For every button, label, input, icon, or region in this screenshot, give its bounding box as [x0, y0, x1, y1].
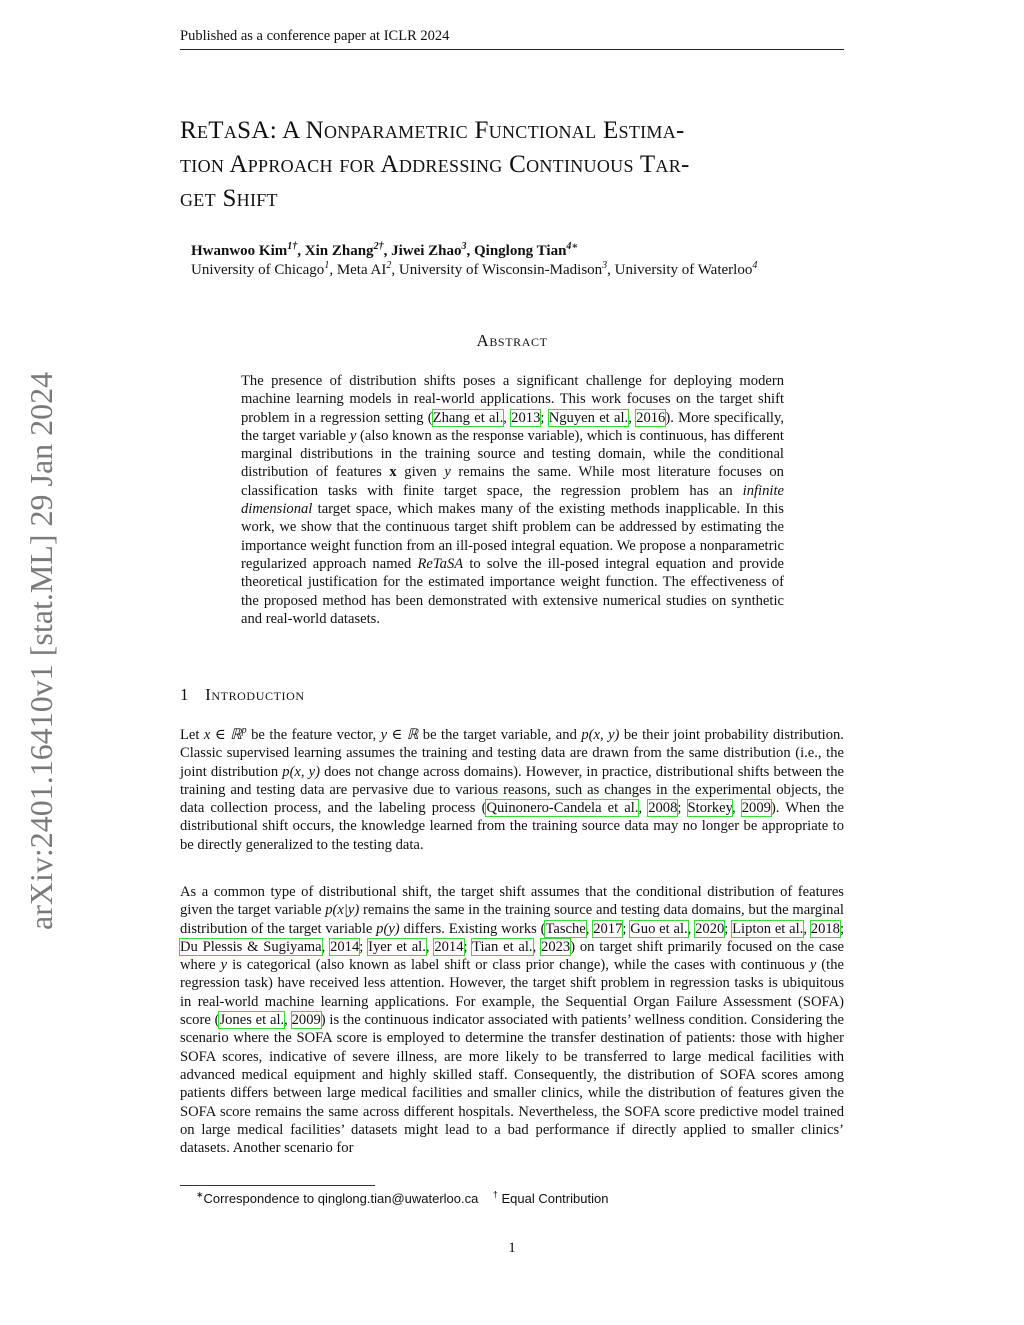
affiliation: University of Wisconsin-Madison [398, 262, 603, 278]
citation-link[interactable]: 2020 [695, 920, 725, 937]
citation-link[interactable]: Storkey [687, 800, 732, 817]
intro-paragraph: Let x ∈ ℝ$^p$ be the feature vector, y ∈ ℝ be the target variable, and p(x, y) be their joint probability distribution. Classic supervised learning assumes the training and testing data are drawn from the same distribution (i.e., the joint distribution p(x, y) does not change across domains). However, in practice, distributional shifts between the training and testing data are pervasive due to various reasons, such as changes in the experimental objects, the data collection process, and the labeling process (Quinonero-Candela et al., 2008; Storkey, 2009). When the distributional shift occurs, the knowledge learned from the training source data may no longer be appropriate to be directly generalized to the testing data. [180, 725, 845, 853]
citation-link[interactable]: 2009 [741, 800, 771, 817]
affiliations: University of Chicago$^1$, Meta $AI^2$, University of Wisconsin-Madison$^3$, University of Waterloo$^4$ [191, 260, 758, 278]
math-expression: p(x, y) [581, 727, 620, 743]
intro-paragraph: As a common type of distributional shift, the target shift assumes that the conditional distribution of features given the target variable p(x|y) remains the same in the training source and testing data domains, but the marginal distribution of the target variable p(y) differs. Existing works (Tasche, 2017; Guo et al., 2020; Lipton et al., 2018; Du Plessis & Sugiyama, 2014; Iyer et al., 2014; Tian et al., 2023) on target shift primarily focused on the case where y is categorical (also known as label shift or class prior change), while the cases with continuous y (the regression task) have received less attention. However, the target shift problem in regression tasks is ubiquitous in real-world machine learning applications. For example, the Sequential Organ Failure Assessment (SOFA) score (Jones et al., 2009) is the continuous indicator associated with patients’ wellness condition. Considering the scenario where the SOFA score is employed to determine the transfer destination of patients: those with higher SOFA scores, indicative of severe illness, are more likely to be transferred to large medical facilities with advanced medical equipment and highly skilled staff. Consequently, the distribution of SOFA scores among patients differs between large medical facilities and smaller clinics, while the distribution of features given the SOFA score remains the same across different hospitals. Nevertheless, the SOFA score predictive model trained on large medical facilities’ datasets might lead to a bad performance if directly applied to smaller clinics’ datasets. Another scenario for [180, 884, 845, 1157]
math-expression: p(x|y) [325, 902, 360, 919]
body-text: ) is the continuous indicator associated with patients’ wellness condition. Considering the scenario where the SOFA score is employed to determine the transfer destination of patients: those with higher SOFA scores, indicative of severe illness, are more likely to be transferred to large medical facilities with advanced medical equipment and highly skilled staff. Consequently, the distribution of SOFA scores among patients differs between large medical facilities and smaller clinics, while the distribution of features given the SOFA score remains the same across different hospitals. Nevertheless, the SOFA score predictive model trained on large medical facilities’ datasets might lead to a bad performance if directly applied to smaller clinics’ datasets. Another scenario for [180, 1012, 844, 1157]
citation-link[interactable]: 2016 [636, 409, 666, 426]
math-superscript: p [241, 725, 247, 737]
math-expression: p(y) [376, 920, 400, 937]
abstract-text: The presence of distribution shifts poses a significant challenge for deploying modern machine learning models in real-world applications. This work focuses on the target shift problem in a regression setting ( [241, 373, 784, 426]
affiliation-mark: 3 [602, 260, 608, 271]
math-expression: p(x, y) [282, 763, 320, 780]
abstract-text: ). More specifically, the target variable [241, 409, 784, 444]
abstract-heading: Abstract [476, 331, 548, 350]
author-name: Jiwei Zhao [391, 243, 462, 259]
author-mark: 4∗ [566, 241, 579, 252]
body-text: Let [180, 727, 204, 743]
authors-block [191, 242, 851, 280]
body-text: be the target variable, and [418, 727, 582, 743]
affiliation: Meta AI [336, 262, 387, 278]
affiliation: University of Waterloo [614, 262, 753, 278]
math-symbol: y [349, 427, 357, 444]
abstract-text: (also known as the response variable), which is continuous, has different marginal distributions in the training source and testing domain, while the conditional distribution of features [241, 427, 784, 481]
footnote-divider [180, 1185, 375, 1186]
body-text: (the regression task) have received less attention. However, the target shift problem in regression tasks is ubiquitous in real-world machine learning applications. For example, the Sequential Organ Failure Assessment (SOFA) score ( [180, 957, 844, 1029]
math-symbol: x [389, 464, 397, 481]
section-heading [180, 685, 305, 705]
title-line: tion Approach for Addressing Continuous Tar- [180, 151, 690, 178]
citation-link[interactable]: 2018 [810, 920, 840, 937]
author-mark: 2† [373, 241, 384, 252]
body-text: remains the same in the training source and testing data domains, but the marginal distribution of the target variable [180, 902, 844, 937]
running-header: Published as a conference paper at ICLR 2024 [180, 28, 844, 50]
math-symbol: y [220, 957, 228, 974]
footnote [196, 1191, 608, 1206]
citation-link[interactable]: 2009 [291, 1012, 321, 1029]
citation-link[interactable]: Lipton et al. [732, 920, 804, 937]
emphasis-text: infinite dimensional [241, 482, 784, 518]
citation-link[interactable]: 2017 [593, 920, 623, 937]
abstract-text: to solve the ill-posed integral equation and provide theoretical justification for the estimated importance weight function. The effectiveness of the proposed method has been demonstrated with extensive numerical studies on synthetic and real-world datasets. [241, 555, 784, 627]
author-names: Hwanwoo Kim$^{1\dagger}$, Xin Zhang$^{2\dagger}$, Jiwei Zhao$^3$, Qinglong Tian$^{4∗}$ [191, 241, 579, 259]
citation-link[interactable]: Nguyen et al. [548, 409, 629, 426]
affiliation-mark: 2 [386, 260, 392, 271]
author-name: Hwanwoo Kim [191, 243, 288, 259]
page-number: 1 [508, 1240, 516, 1256]
author-mark: 1† [287, 241, 298, 252]
citation-link[interactable]: Zhang et al. [432, 409, 504, 426]
abstract-body: The presence of distribution shifts poses a significant challenge for deploying modern machine learning models in real-world applications. This work focuses on the target shift problem in a regression setting (Zhang et al., 2013; Nguyen et al., 2016). More specifically, the target variable y (also known as the response variable), which is continuous, has different marginal distributions in the training source and testing domain, while the conditional distribution of features x given y remains the same. While most literature focuses on classification tasks with finite target space, the regression problem has an infinite dimensional target space, which makes many of the existing methods inapplicable. In this work, we show that the continuous target shift problem can be addressed by estimating the importance weight function from an ill-posed integral equation. We propose a nonparametric regularized approach named ReTaSA to solve the ill-posed integral equation and provide theoretical justification for the estimated importance weight function. The effectiveness of the proposed method has been demonstrated with extensive numerical studies on synthetic and real-world datasets. [241, 373, 784, 627]
paper-title [180, 114, 844, 216]
citation-link[interactable]: 2023 [541, 938, 571, 955]
citation-link[interactable]: 2008 [648, 800, 678, 817]
citation-link[interactable]: 2014 [434, 938, 464, 955]
body-text: does not change across domains). However, in practice, distributional shifts between the training and testing data are pervasive due to various reasons, such as changes in the experimental objects, the data collection process, and the labeling process ( [180, 763, 844, 817]
citation-link[interactable]: Iyer et al. [368, 938, 426, 955]
affiliation-mark: 1 [324, 260, 330, 271]
affiliation-mark: 4 [752, 260, 758, 271]
math-expression: y ∈ ℝ [380, 727, 419, 743]
affiliation: University of Chicago [191, 262, 325, 278]
title-line: get Shift [180, 185, 278, 212]
body-text: be their joint probability distribution. Classic supervised learning assumes the training and testing data are drawn from the same distribution (i.e., the joint distribution [180, 727, 844, 780]
math-symbol: y [444, 464, 451, 481]
body-text: be the feature vector, [246, 727, 381, 743]
footnote-text: Correspondence to qinglong.tian@uwaterloo.ca [203, 1191, 479, 1206]
footnote-mark: † [492, 1189, 498, 1200]
abstract-text: remains the same. While most literature focuses on classification tasks with finite target space, the regression problem has an [241, 464, 784, 499]
body-text: ). When the distributional shift occurs, the knowledge learned from the training source data may no longer be appropriate to be directly generalized to the testing data. [180, 800, 845, 853]
arxiv-identifier-stamp: arXiv:2401.16410v1 [stat.ML] 29 Jan 2024 [23, 371, 59, 930]
body-text: is categorical (also known as label shift or class prior change), while the cases with continuous [227, 957, 810, 974]
footnote-text: Equal Contribution [501, 1191, 609, 1206]
section-number: 1 [180, 685, 190, 704]
citation-link[interactable]: Quinonero-Candela et al. [486, 800, 639, 817]
math-expression: x ∈ ℝ [203, 727, 242, 743]
math-symbol: y [809, 957, 817, 974]
author-name: Xin Zhang [304, 243, 374, 259]
section-title: Introduction [205, 685, 305, 704]
abstract-text: target space, which makes many of the existing methods inapplicable. In this work, we show that the continuous target shift problem can be addressed by estimating the importance weight function from an ill-posed integral equation. We propose a nonparametric regularized approach named [241, 501, 784, 572]
title-line: ReTaSA: A Nonparametric Functional Estima- [180, 117, 685, 144]
citation-link[interactable]: Jones et al. [219, 1012, 285, 1029]
citation-link[interactable]: 2014 [330, 938, 360, 955]
citation-link[interactable]: Du Plessis & Sugiyama [180, 938, 322, 955]
body-text: ) on target shift primarily focused on the case where [180, 938, 845, 974]
body-text: As a common type of distributional shift, the target shift assumes that the conditional distribution of features given the target variable [180, 884, 844, 919]
abstract-text: given [396, 464, 445, 481]
footnote-mark: ∗ [196, 1189, 204, 1200]
body-text: differs. Existing works ( [399, 920, 546, 937]
emphasis-text: ReTaSA [417, 555, 464, 572]
citation-link[interactable]: Tian et al. [472, 938, 533, 955]
author-name: Qinglong Tian [474, 243, 567, 259]
citation-link[interactable]: Guo et al. [630, 920, 688, 937]
author-mark: 3 [461, 241, 467, 252]
citation-link[interactable]: Tasche [545, 920, 586, 937]
citation-link[interactable]: 2013 [511, 409, 541, 426]
